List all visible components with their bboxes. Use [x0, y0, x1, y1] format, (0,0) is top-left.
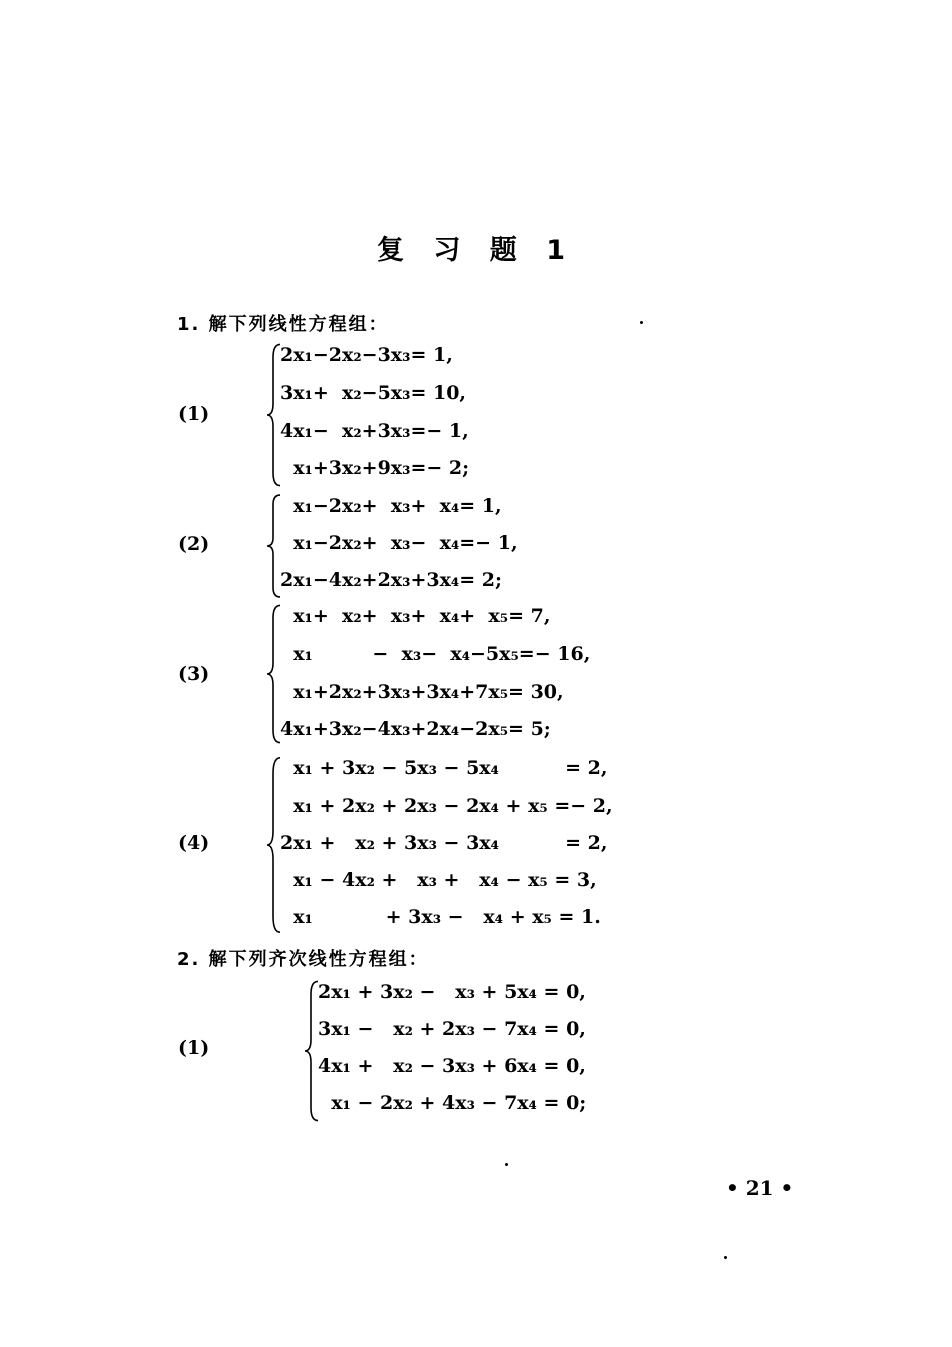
equation: x₁ − 4x₂ + x₃ + x₄ − x₅ = 3, [280, 869, 597, 891]
part-label: (1) [178, 1037, 210, 1059]
equation: 4x₁− x₂+3x₃=− 1, [280, 420, 469, 442]
part-label: (1) [178, 403, 210, 425]
scan-speck [640, 321, 643, 324]
equation: x₁+ x₂+ x₃+ x₄+ x₅= 7, [280, 605, 551, 627]
equation: x₁+3x₂+9x₃=− 2; [280, 457, 470, 479]
part-label: (4) [178, 832, 210, 854]
equation: x₁ − 2x₂ + 4x₃ − 7x₄ = 0; [318, 1092, 587, 1114]
equation: 2x₁ + 3x₂ − x₃ + 5x₄ = 0, [318, 981, 586, 1003]
equation: x₁ + 3x₂ − 5x₃ − 5x₄ = 2, [280, 757, 608, 779]
question-2-heading: 2. 解下列齐次线性方程组： [177, 949, 429, 970]
equation: x₁ + 2x₂ + 2x₃ − 2x₄ + x₅ =− 2, [280, 795, 613, 817]
scan-speck [724, 1256, 727, 1259]
part-label: (2) [178, 533, 210, 555]
equation: 3x₁ − x₂ + 2x₃ − 7x₄ = 0, [318, 1018, 586, 1040]
page-number: • 21 • [726, 1176, 794, 1200]
equation: x₁ − x₃− x₄−5x₅=− 16, [280, 643, 591, 665]
equation-system [266, 343, 666, 487]
equation-system [266, 604, 686, 744]
equation: x₁−2x₂+ x₃− x₄=− 1, [280, 532, 518, 554]
equation-system [304, 980, 704, 1122]
equation-system [266, 756, 696, 934]
equation: 2x₁ + x₂ + 3x₃ − 3x₄ = 2, [280, 832, 608, 854]
equation-system [266, 494, 666, 598]
equation: x₁−2x₂+ x₃+ x₄= 1, [280, 495, 502, 517]
scan-speck [505, 1163, 508, 1166]
page-title: 复 习 题 1 [377, 235, 575, 266]
equation: 3x₁+ x₂−5x₃= 10, [280, 382, 467, 404]
equation: x₁ + 3x₃ − x₄ + x₅ = 1. [280, 906, 601, 928]
equation: 4x₁ + x₂ − 3x₃ + 6x₄ = 0, [318, 1055, 586, 1077]
question-1-heading: 1. 解下列线性方程组： [177, 314, 389, 335]
equation: 2x₁−2x₂−3x₃= 1, [280, 344, 453, 366]
equation: x₁+2x₂+3x₃+3x₄+7x₅= 30, [280, 681, 564, 703]
equation: 4x₁+3x₂−4x₃+2x₄−2x₅= 5; [280, 718, 551, 740]
part-label: (3) [178, 663, 210, 685]
equation: 2x₁−4x₂+2x₃+3x₄= 2; [280, 569, 503, 591]
